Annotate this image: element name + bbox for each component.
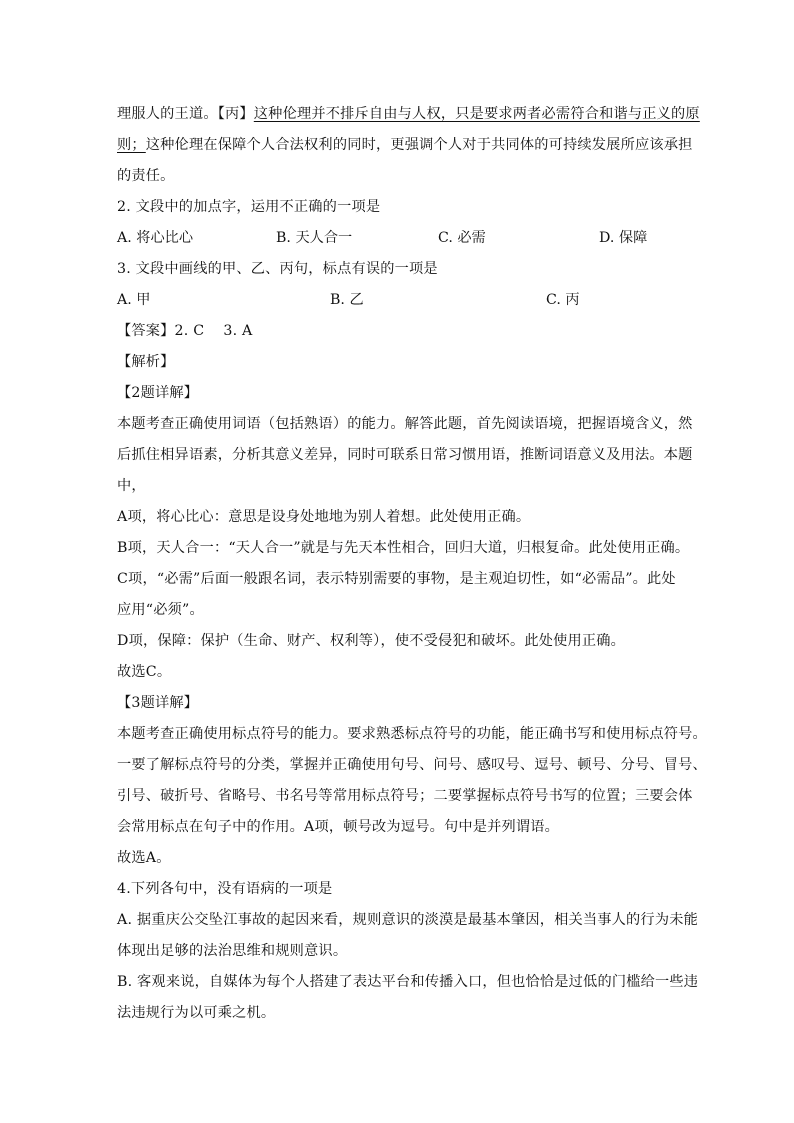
q2-detail-conclusion: 故选C。 — [117, 664, 172, 680]
q2-detail-option-a: A项，将心比心：意思是设身处地地为别人着想。此处使用正确。 — [117, 509, 531, 525]
answer-line: 【答案】2. C 3. A — [117, 323, 253, 339]
q4-option-a-line-1: A. 据重庆公交坠江事故的起因来看，规则意识的淡漠是最基本肇因，相关当事人的行为未能 — [117, 912, 698, 928]
q3-option-b: B. 乙 — [330, 292, 364, 308]
passage-line-1 — [117, 104, 717, 124]
q4-option-b-line-2: 法违规行为以可乘之机。 — [117, 1005, 276, 1021]
underlined-sentence-bing-end: 则； — [117, 137, 146, 153]
question-2-stem: 2. 文段中的加点字，运用不正确的一项是 — [117, 199, 381, 215]
passage-text: 的责任。 — [117, 168, 175, 184]
passage-text: 这种伦理在保障个人合法权利的同时，更强调个人对于共同体的可持续发展所应该承担 — [145, 137, 693, 153]
q2-option-a: A. 将心比心 — [117, 230, 194, 246]
q2-detail-para-line-3: 中， — [117, 478, 146, 494]
passage-line-2 — [117, 135, 717, 155]
sentence-marker-bing: 【丙】 — [217, 106, 254, 122]
q2-option-c: C. 必需 — [438, 230, 486, 246]
question-3-stem: 3. 文段中画线的甲、乙、丙句，标点有误的一项是 — [117, 261, 438, 277]
q3-detail-para-line-1: 本题考查正确使用标点符号的能力。要求熟悉标点符号的功能，能正确书写和使用标点符号。 — [117, 726, 707, 742]
q2-detail-option-c-line-2: 应用“必须”。 — [117, 602, 204, 618]
q3-detail-para-line-4: 会常用标点在句子中的作用。A项，顿号改为逗号。句中是并列谓语。 — [117, 819, 560, 835]
passage-line-3 — [117, 166, 717, 186]
q4-option-b-line-1: B. 客观来说，自媒体为每个人搭建了表达平台和传播入口，但也恰恰是过低的门槛给一些违 — [117, 974, 699, 990]
q4-option-a-line-2: 体现出足够的法治思维和规则意识。 — [117, 943, 348, 959]
q2-detail-option-b: B项，天人合一：“天人合一”就是与先天本性相合，回归大道，归根复命。此处使用正确。 — [117, 540, 690, 556]
q3-detail-para-line-2: 一要了解标点符号的分类，掌握并正确使用句号、问号、感叹号、逗号、顿号、分号、冒号、 — [117, 757, 707, 773]
q3-detail-heading: 【3题详解】 — [117, 695, 199, 711]
q2-detail-option-d: D项，保障：保护（生命、财产、权利等），使不受侵犯和破坏。此处使用正确。 — [117, 633, 626, 649]
q3-detail-para-line-3: 引号、破折号、省略号、书名号等常用标点符号；二要掌握标点符号书写的位置；三要会体 — [117, 788, 693, 804]
q2-detail-option-c-line-1: C项，“必需”后面一般跟名词，表示特别需要的事物，是主观迫切性，如“必需品”。此处 — [117, 571, 676, 587]
q3-option-a: A. 甲 — [117, 292, 151, 308]
q2-detail-heading: 【2题详解】 — [117, 385, 199, 401]
q3-detail-conclusion: 故选A。 — [117, 850, 171, 866]
q2-detail-para-line-1: 本题考查正确使用词语（包括熟语）的能力。解答此题，首先阅读语境，把握语境含义，然 — [117, 416, 693, 432]
q2-detail-para-line-2: 后抓住相异语素，分析其意义差异，同时可联系日常习惯用语，推断词语意义及用法。本题 — [117, 447, 693, 463]
analysis-label: 【解析】 — [117, 354, 175, 370]
q2-option-b: B. 天人合一 — [276, 230, 353, 246]
q3-option-c: C. 丙 — [546, 292, 580, 308]
q2-option-d: D. 保障 — [599, 230, 648, 246]
passage-text: 理服人的王道。 — [117, 106, 218, 122]
underlined-sentence-bing: 这种伦理并不排斥自由与人权，只是要求两者必需符合和谐与正义的原 — [253, 106, 700, 122]
question-4-stem: 4.下列各句中，没有语病的一项是 — [117, 881, 333, 897]
